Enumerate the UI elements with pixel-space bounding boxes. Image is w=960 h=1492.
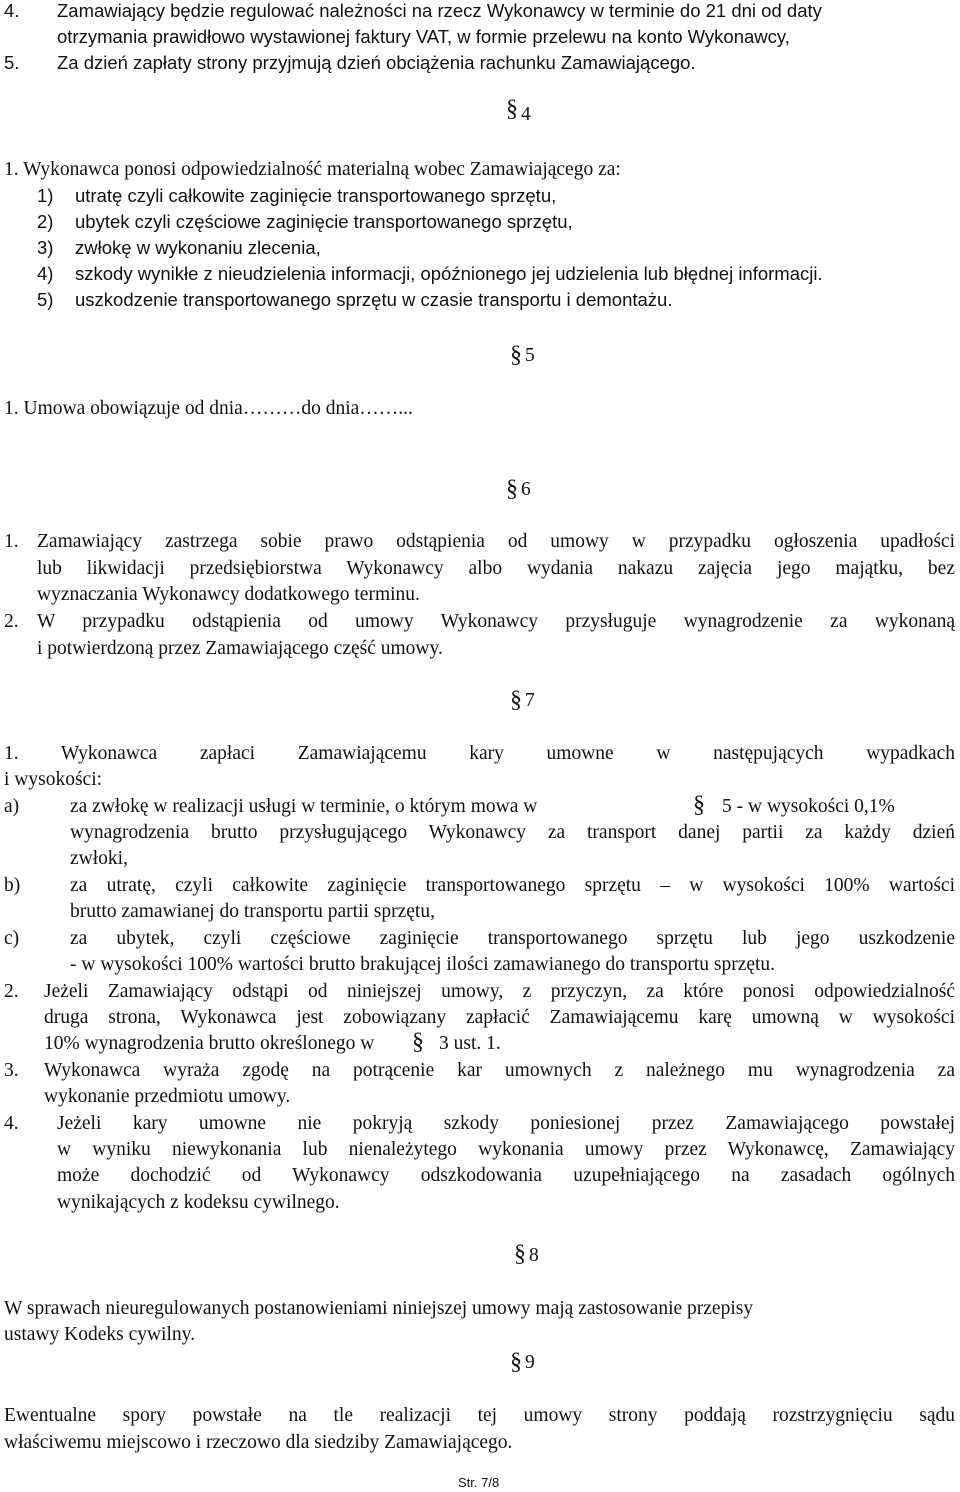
paragraph-line: ustawy Kodeks cywilny. — [4, 1324, 196, 1345]
list-number: 2) — [37, 211, 54, 232]
list-number: 4. — [4, 0, 20, 21]
paragraph-line: właściwemu miejscowo i rzeczowo dla siedziby Zamawiającego. — [4, 1432, 513, 1453]
list-number: 2. — [4, 611, 19, 632]
paragraph-line: 1. Wykonawca ponosi odpowiedzialność materialną wobec Zamawiającego za: — [4, 159, 621, 180]
paragraph-line: Zamawiający będzie regulować należności na rzecz Wykonawcy w terminie do 21 dni od daty — [57, 0, 822, 21]
paragraph-line: druga strona, Wykonawca jest zobowiązany zapłacić Zamawiającemu karę umowną w wysokości — [44, 1007, 955, 1028]
list-number: 1. — [4, 531, 19, 552]
paragraph-line: wykonanie przedmiotu umowy. — [44, 1086, 291, 1107]
list-number: 4. — [4, 1113, 19, 1134]
list-number: 3) — [37, 237, 54, 258]
paragraph-line: 5 - w wysokości 0,1% — [722, 796, 895, 817]
page-number: Str. 7/8 — [458, 1475, 500, 1490]
paragraph-line: 3 ust. 1. — [439, 1033, 501, 1054]
paragraph-line: za zwłokę w realizacji usługi w terminie, o którym mowa w — [70, 796, 538, 817]
paragraph-line: wynagrodzenia brutto przysługującego Wykonawcy za transport danej partii za każdy dzień — [70, 822, 955, 843]
list-number: 5) — [37, 289, 54, 310]
list-item-text: uszkodzenie transportowanego sprzętu w czasie transportu i demontażu. — [75, 289, 673, 310]
paragraph-line: Wykonawca wyraża zgodę na potrącenie kar umownych z należnego mu wynagrodzenia za — [44, 1060, 955, 1081]
list-number: 2. — [4, 981, 19, 1002]
list-number: 5. — [4, 52, 20, 73]
section-sign: § — [510, 1349, 522, 1375]
paragraph-line: za ubytek, czyli częściowe zaginięcie transportowanego sprzętu lub jego uszkodzenie — [70, 928, 955, 949]
paragraph-line: lub likwidacji przedsiębiorstwa Wykonawcy albo wydania nakazu zajęcia jego majątku, bez — [37, 558, 955, 579]
section-number: 7 — [525, 690, 535, 711]
list-letter: b) — [4, 875, 21, 896]
paragraph-line: może dochodzić od Wykonawcy odszkodowania uzupełniającego na zasadach ogólnych — [57, 1165, 955, 1186]
paragraph-line: 10% wynagrodzenia brutto określonego w — [44, 1033, 375, 1054]
paragraph-line: wyznaczania Wykonawcy dodatkowego terminu. — [37, 584, 420, 605]
section-sign: § — [412, 1029, 424, 1055]
list-item-text: szkody wynikłe z nieudzielenia informacji, opóźnionego jej udzielenia lub błędnej informacji. — [75, 263, 823, 284]
paragraph-line: 1. Umowa obowiązuje od dnia………do dnia……... — [4, 398, 413, 419]
section-sign: § — [510, 687, 522, 713]
list-item-text: utratę czyli całkowite zaginięcie transportowanego sprzętu, — [75, 185, 557, 206]
list-item-text: zwłokę w wykonaniu zlecenia, — [75, 237, 321, 258]
paragraph-line: brutto zamawianej do transportu partii sprzętu, — [70, 901, 435, 922]
paragraph-line: w wyniku niewykonania lub nienależytego wykonania umowy przez Wykonawcę, Zamawiający — [57, 1139, 955, 1160]
paragraph-line: 1. Wykonawca zapłaci Zamawiającemu kary umowne w następujących wypadkach — [4, 743, 955, 764]
section-sign: § — [506, 476, 518, 502]
paragraph-line: wynikających z kodeksu cywilnego. — [57, 1192, 340, 1213]
list-letter: c) — [4, 928, 20, 949]
paragraph-line: otrzymania prawidłowo wystawionej faktury VAT, w formie przelewu na konto Wykonawcy, — [57, 26, 790, 47]
section-number: 6 — [521, 479, 531, 500]
paragraph-line: W sprawach nieuregulowanych postanowieniami niniejszej umowy mają zastosowanie przepisy — [4, 1298, 754, 1319]
paragraph-line: Jeżeli Zamawiający odstąpi od niniejszej umowy, z przyczyn, za które ponosi odpowiedzialność — [44, 981, 955, 1002]
section-number: 9 — [525, 1352, 535, 1373]
section-sign: § — [510, 342, 522, 368]
paragraph-line: Jeżeli kary umowne nie pokryją szkody poniesionej przez Zamawiającego powstałej — [57, 1113, 955, 1134]
list-letter: a) — [4, 796, 20, 817]
list-number: 1) — [37, 185, 54, 206]
paragraph-line: zwłoki, — [70, 848, 128, 869]
paragraph-line: za utratę, czyli całkowite zaginięcie transportowanego sprzętu – w wysokości 100% wartości — [70, 875, 955, 896]
paragraph-line: Ewentualne spory powstałe na tle realizacji tej umowy strony poddają rozstrzygnięciu sądu — [4, 1405, 955, 1426]
paragraph-line: - w wysokości 100% wartości brutto brakującej ilości zamawianego do transportu sprzętu. — [70, 954, 776, 975]
paragraph-line: i wysokości: — [4, 769, 103, 790]
section-sign: § — [506, 96, 518, 122]
paragraph-line: W przypadku odstąpienia od umowy Wykonawcy przysługuje wynagrodzenie za wykonaną — [37, 611, 955, 632]
paragraph-line: i potwierdzoną przez Zamawiającego część umowy. — [37, 638, 443, 659]
section-number: 8 — [529, 1245, 539, 1266]
section-number: 5 — [525, 345, 535, 366]
paragraph-line: Za dzień zapłaty strony przyjmują dzień obciążenia rachunku Zamawiającego. — [57, 52, 696, 73]
list-number: 3. — [4, 1060, 19, 1081]
paragraph-line: Zamawiający zastrzega sobie prawo odstąpienia od umowy w przypadku ogłoszenia upadłości — [37, 531, 955, 552]
list-number: 4) — [37, 263, 54, 284]
section-number: 4 — [521, 104, 531, 125]
section-sign: § — [514, 1241, 526, 1267]
list-item-text: ubytek czyli częściowe zaginięcie transportowanego sprzętu, — [75, 211, 573, 232]
section-sign: § — [693, 792, 705, 818]
